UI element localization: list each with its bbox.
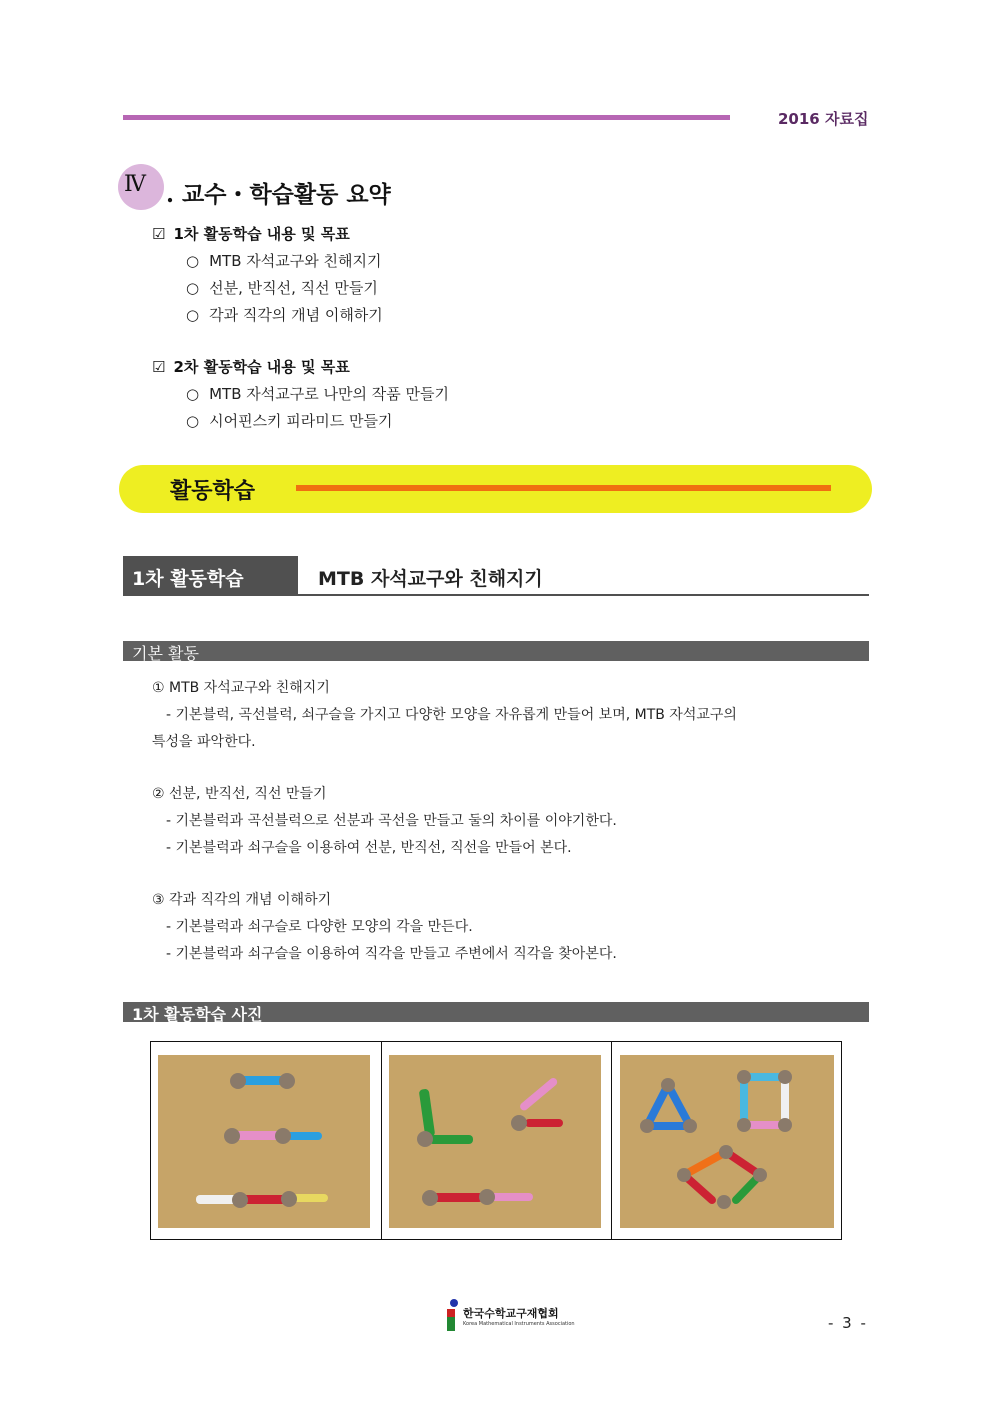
block-line: - 기본블럭과 곡선블럭으로 선분과 곡선을 만들고 둘의 차이를 이야기한다. [166, 813, 617, 829]
goal-item [186, 383, 449, 404]
activity-label: 1차 활동학습 [132, 568, 244, 590]
block-title: ② 선분, 반직선, 직선 만들기 [152, 786, 327, 802]
block-line: - 기본블럭, 곡선블럭, 쇠구슬을 가지고 다양한 모양을 자유롭게 만들어 보며, MTB 자석교구의 [166, 707, 737, 723]
goal-heading-2 [152, 356, 350, 377]
checkbox-icon: ☑ [152, 225, 166, 243]
circle-bullet-icon: ○ [186, 412, 200, 430]
goal-item-text: 각과 직각의 개념 이해하기 [209, 306, 383, 324]
goal-item [186, 410, 393, 431]
photos-heading: 1차 활동학습 사진 [132, 1005, 263, 1024]
block-line: 특성을 파악한다. [152, 734, 256, 750]
basic-activity-heading: 기본 활동 [132, 644, 199, 663]
page-number: - 3 - [828, 1314, 868, 1332]
activity-banner-line [296, 485, 831, 491]
goal-heading-text: 1차 활동학습 내용 및 목표 [173, 225, 350, 243]
goal-item-text: 시어핀스키 피라미드 만들기 [209, 412, 393, 430]
circle-bullet-icon: ○ [186, 252, 200, 270]
circle-bullet-icon: ○ [186, 306, 200, 324]
photo-table [150, 1041, 842, 1240]
section-number: Ⅳ [124, 172, 146, 197]
block-line: - 기본블럭과 쇠구슬을 이용하여 직각을 만들고 주변에서 직각을 찾아본다. [166, 946, 617, 962]
basic-activity-bar [123, 641, 869, 661]
circle-bullet-icon: ○ [186, 279, 200, 297]
goal-heading-1 [152, 223, 350, 244]
block-line: - 기본블럭과 쇠구슬로 다양한 모양의 각을 만든다. [166, 919, 473, 935]
photo-segments [158, 1055, 370, 1228]
section-title: . 교수・학습활동 요약 [166, 181, 391, 208]
block-title: ① MTB 자석교구와 친해지기 [152, 680, 330, 696]
photo-cell [611, 1042, 841, 1239]
photo-cell [151, 1042, 381, 1239]
association-name: 한국수학교구재협회 [463, 1307, 559, 1320]
goal-item [186, 277, 378, 298]
circle-bullet-icon: ○ [186, 385, 200, 403]
goal-item-text: MTB 자석교구와 친해지기 [209, 252, 382, 270]
header-rule [123, 115, 730, 120]
photo-shapes [620, 1055, 834, 1228]
block-title: ③ 각과 직각의 개념 이해하기 [152, 892, 332, 908]
association-subtitle: Korea Mathematical Instruments Association [463, 1321, 575, 1327]
photo-angles [389, 1055, 601, 1228]
goal-item-text: 선분, 반직선, 직선 만들기 [209, 279, 378, 297]
doc-label: 2016 자료집 [778, 110, 869, 128]
goal-item [186, 250, 381, 271]
photo-cell [381, 1042, 611, 1239]
activity-banner-label: 활동학습 [170, 479, 256, 504]
activity-rule [123, 594, 869, 596]
checkbox-icon: ☑ [152, 358, 166, 376]
goal-item [186, 304, 383, 325]
goal-item-text: MTB 자석교구로 나만의 작품 만들기 [209, 385, 449, 403]
activity-title: MTB 자석교구와 친해지기 [318, 568, 543, 590]
block-line: - 기본블럭과 쇠구슬을 이용하여 선분, 반직선, 직선을 만들어 본다. [166, 840, 572, 856]
goal-heading-text: 2차 활동학습 내용 및 목표 [173, 358, 350, 376]
